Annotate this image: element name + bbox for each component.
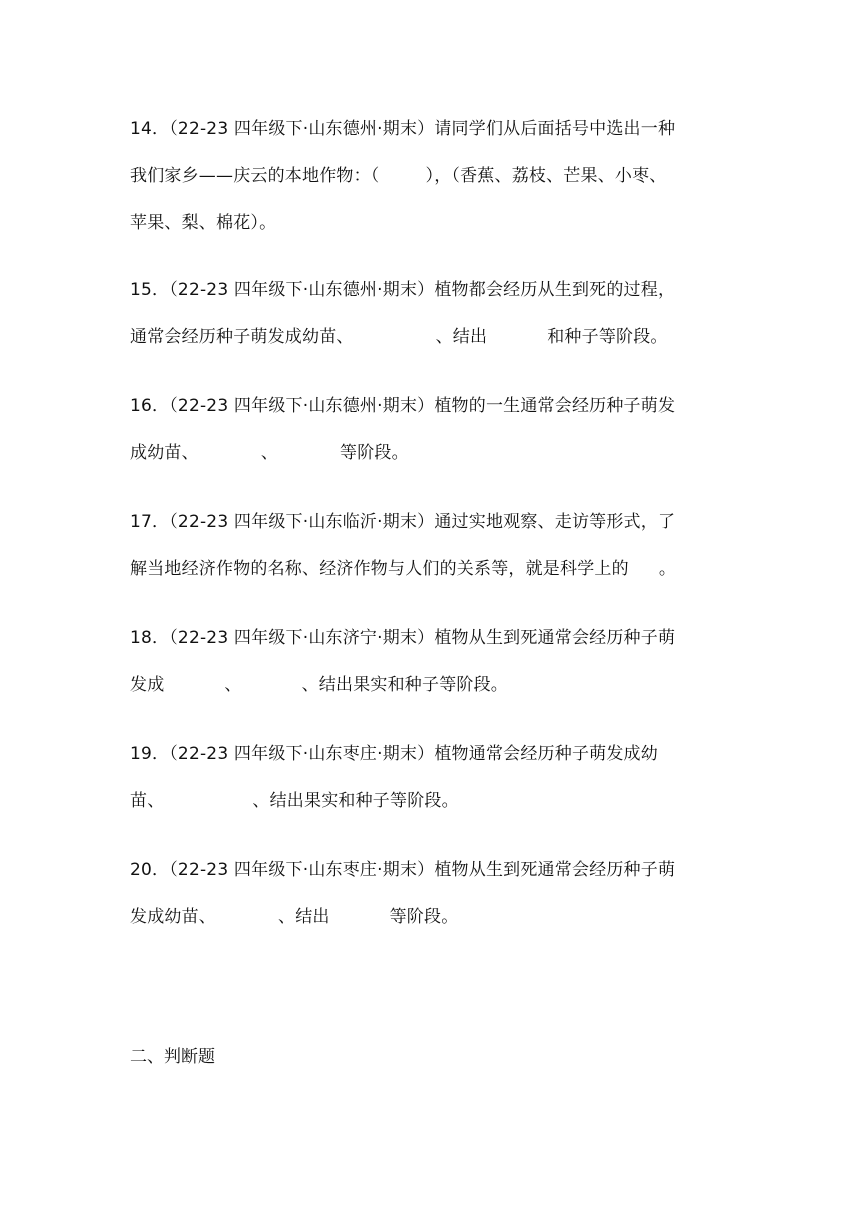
- question-text: 成幼苗、: [130, 443, 199, 463]
- question-line: [130, 743, 740, 790]
- question-text: 20．（22-23 四年级下·山东枣庄·期末）植物从生到死通常会经历种子萌: [130, 860, 676, 880]
- question-14: [130, 118, 740, 259]
- section-title-judgement: 二、判断题: [130, 1047, 215, 1067]
- question-15: [130, 279, 740, 373]
- question-line: [130, 395, 740, 442]
- question-line: [130, 906, 740, 953]
- question-16: [130, 395, 740, 489]
- question-line: [130, 558, 740, 605]
- question-line: [130, 674, 740, 721]
- question-line: [130, 212, 740, 259]
- question-17: [130, 511, 740, 605]
- question-text: 等阶段。: [389, 907, 459, 927]
- question-text: 、: [224, 675, 242, 695]
- question-line: [130, 442, 740, 489]
- question-text: 17．（22-23 四年级下·山东临沂·期末）通过实地观察、走访等形式，了: [130, 512, 676, 532]
- question-text: 、结出: [278, 907, 330, 927]
- question-text: 14．（22-23 四年级下·山东德州·期末）请同学们从后面括号中选出一种: [130, 119, 676, 139]
- question-text: 、: [260, 443, 279, 463]
- question-text: 、结出: [435, 327, 488, 347]
- question-text: 等阶段。: [340, 443, 409, 463]
- question-line: [130, 859, 740, 906]
- question-line: [130, 279, 740, 326]
- question-text: ），（香蕉、荔枝、芒果、小枣、: [425, 166, 667, 186]
- question-line: [130, 627, 740, 674]
- question-text: 16．（22-23 四年级下·山东德州·期末）植物的一生通常会经历种子萌发: [130, 396, 676, 416]
- question-text: 解当地经济作物的名称、经济作物与人们的关系等，就是科学上的: [130, 559, 629, 579]
- question-line: [130, 118, 740, 165]
- question-text: 18．（22-23 四年级下·山东济宁·期末）植物从生到死通常会经历种子萌: [130, 628, 676, 648]
- question-line: [130, 326, 740, 373]
- question-text: 15．（22-23 四年级下·山东德州·期末）植物都会经历从生到死的过程，: [130, 280, 676, 300]
- question-text: 苹果、梨、棉花）。: [130, 213, 277, 233]
- question-text: 19．（22-23 四年级下·山东枣庄·期末）植物通常会经历种子萌发成幼: [130, 744, 658, 764]
- question-text: 我们家乡——庆云的本地作物：（: [130, 166, 380, 186]
- question-text: 发成: [130, 675, 165, 695]
- question-text: 、结出果实和种子等阶段。: [252, 791, 459, 811]
- question-line: [130, 790, 740, 837]
- question-text: 。: [658, 559, 677, 579]
- question-19: [130, 743, 740, 837]
- question-18: [130, 627, 740, 721]
- question-line: [130, 165, 740, 212]
- question-text: 、结出果实和种子等阶段。: [301, 675, 509, 695]
- question-text: 发成幼苗、: [130, 907, 216, 927]
- question-line: [130, 511, 740, 558]
- question-text: 通常会经历种子萌发成幼苗、: [130, 327, 354, 347]
- question-text: 苗、: [130, 791, 165, 811]
- question-20: [130, 859, 740, 953]
- question-text: 和种子等阶段。: [547, 327, 668, 347]
